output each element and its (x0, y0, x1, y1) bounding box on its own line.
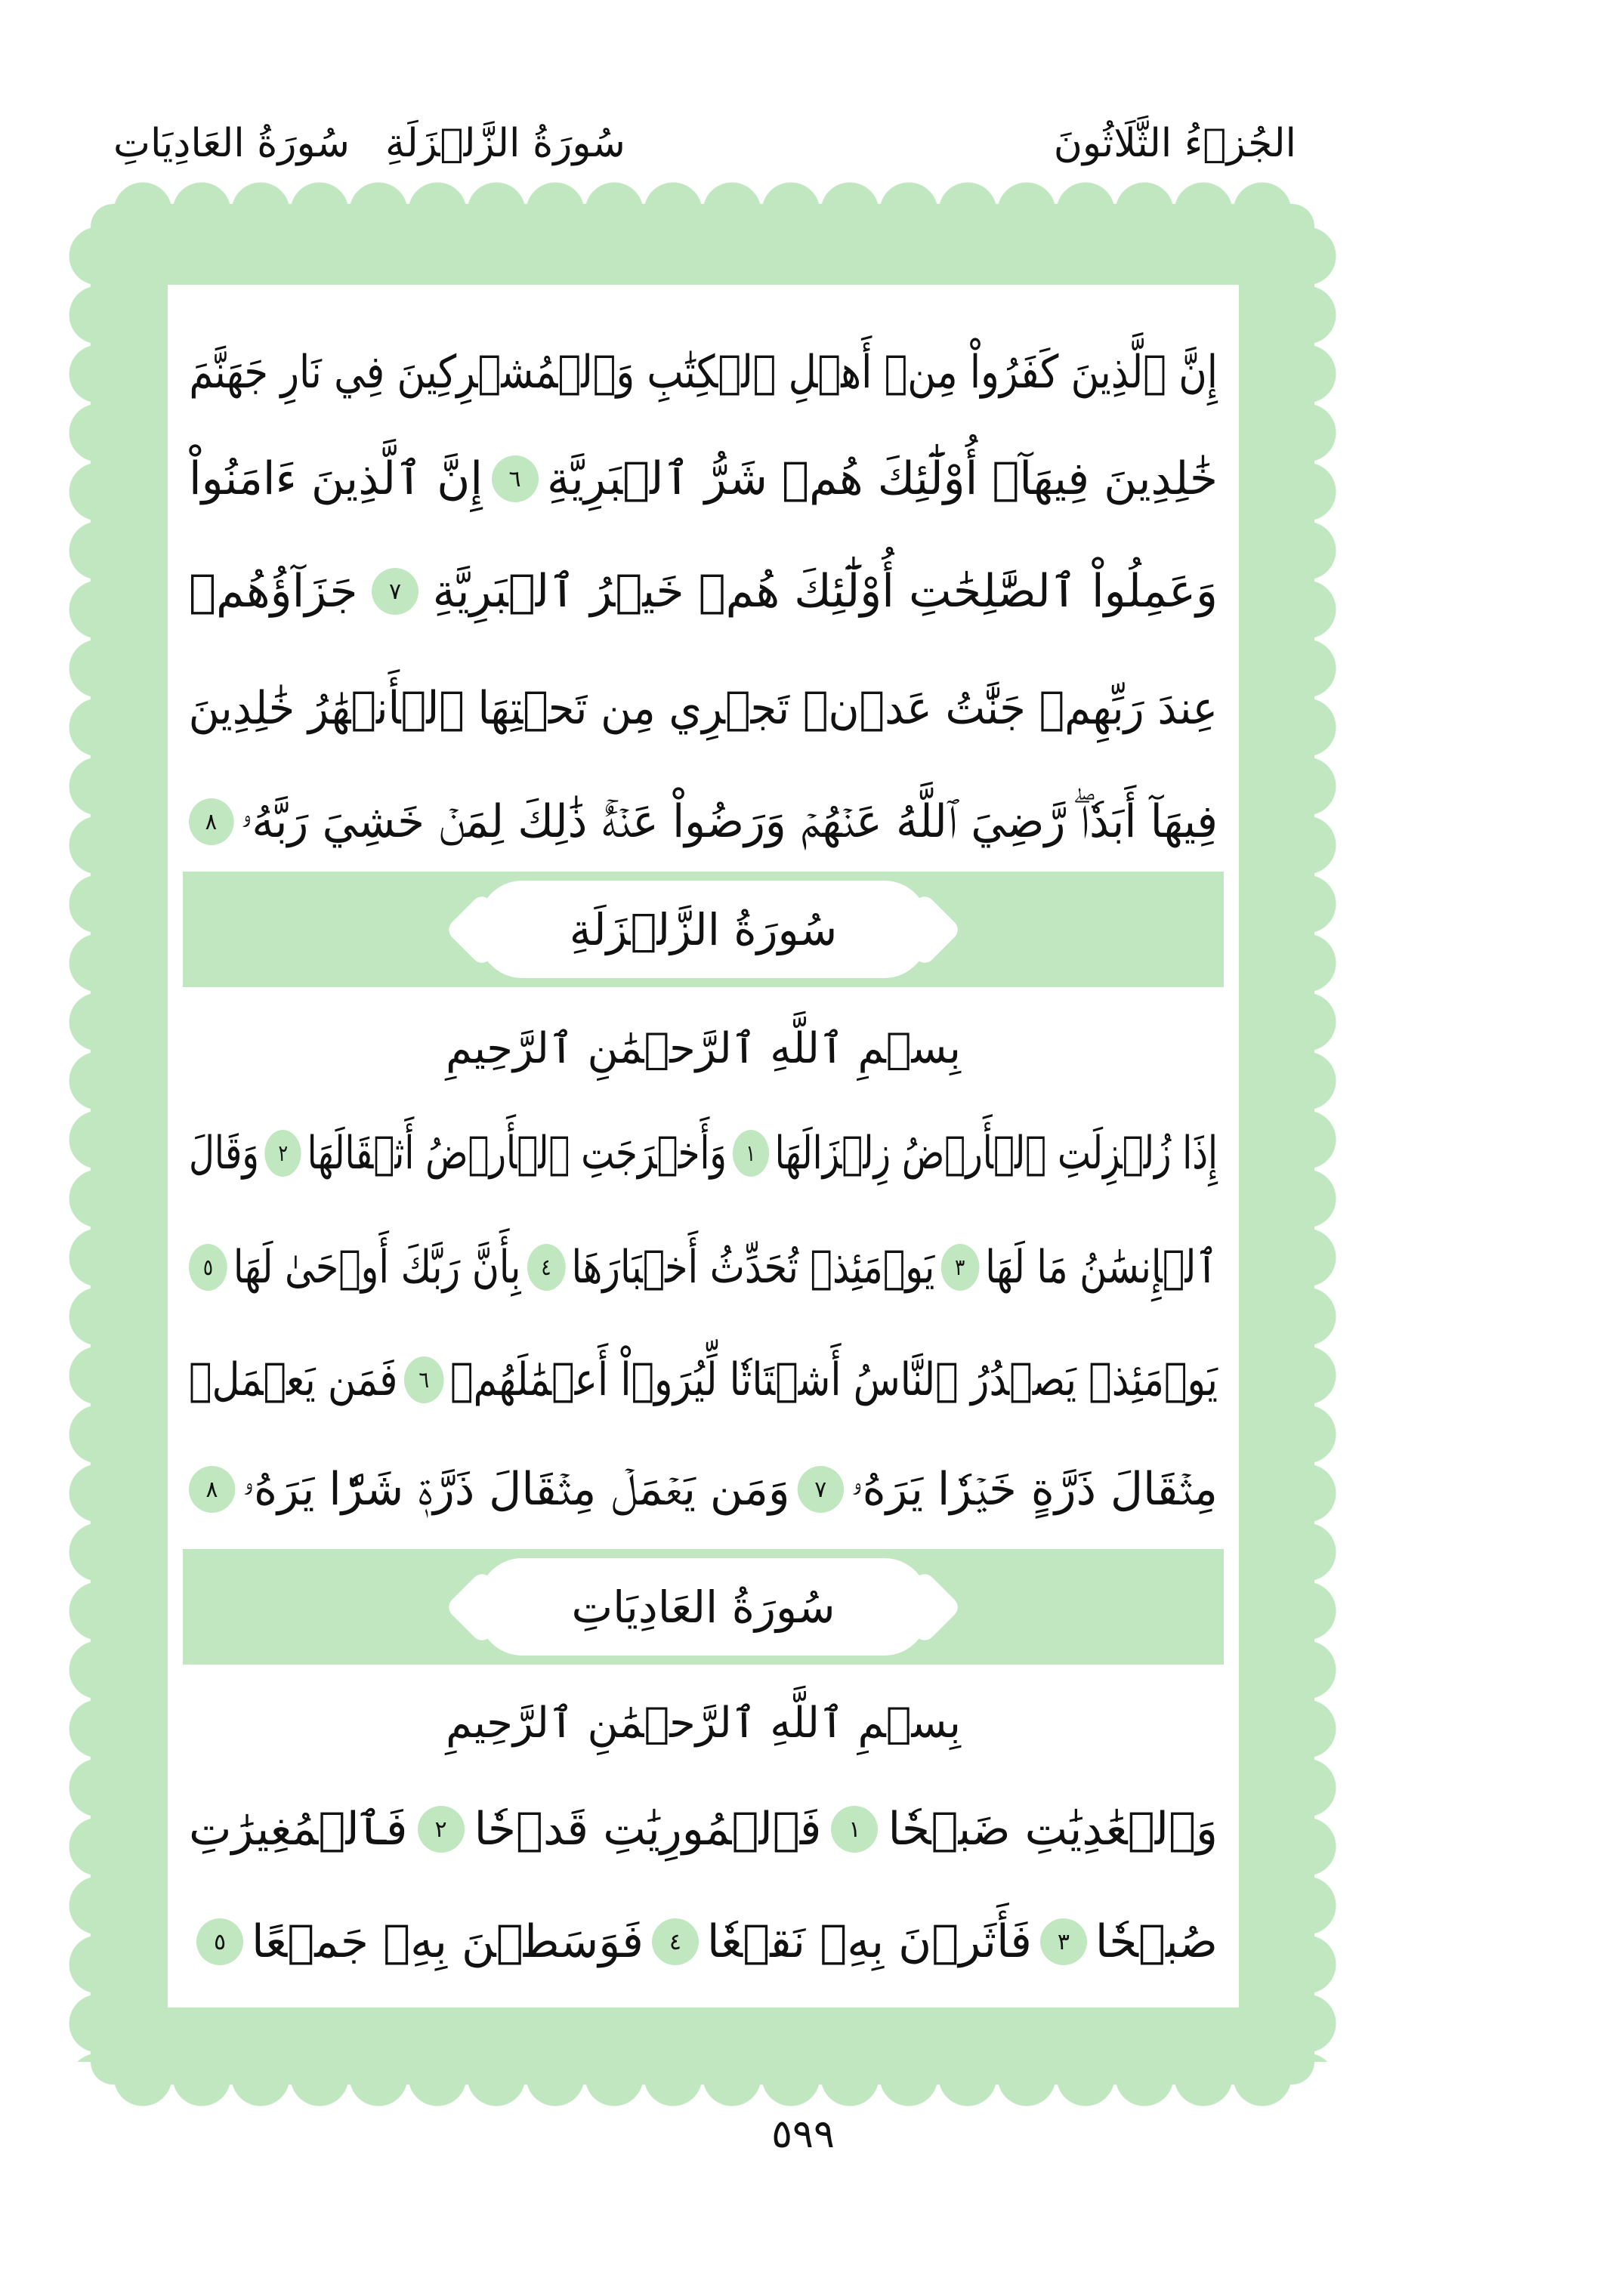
verse-text: يَوۡمَئِذٖ يَصۡدُرُ ٱلنَّاسُ أَشۡتَاتٗا لِّيُرَوۡاْ أَعۡمَٰلَهُمۡ (449, 1353, 1218, 1406)
ayah-number-marker: ٤ (527, 1244, 566, 1291)
text-line (189, 1780, 1218, 1878)
verse-text: فَٱلۡمُغِيرَٰتِ (189, 1803, 408, 1856)
ayah-number-marker: ١ (831, 1806, 878, 1853)
surah-title: سُورَةُ العَادِيَاتِ (571, 1581, 835, 1633)
verse-text: صُبۡحٗا (1095, 1915, 1218, 1968)
verse-text: فَأَثَرۡنَ بِهِۦ نَقۡعٗا (706, 1915, 1032, 1968)
verse-text: مِثۡقَالَ ذَرَّةٍ خَيۡرٗا يَرَهُۥ (851, 1463, 1218, 1516)
ayah-number-marker: ٨ (189, 798, 234, 845)
verse-text: عِندَ رَبِّهِمۡ جَنَّٰتُ عَدۡنٖ تَجۡرِي مِن تَحۡتِهَا ٱلۡأَنۡهَٰرُ خَٰلِدِينَ (188, 682, 1218, 735)
text-line (189, 1104, 1218, 1202)
surah-title-plate (477, 1558, 930, 1656)
ayah-number-marker: ٦ (492, 455, 539, 502)
surah-banner (183, 872, 1224, 987)
verse-text: إِذَا زُلۡزِلَتِ ٱلۡأَرۡضُ زِلۡزَالَهَا (774, 1127, 1218, 1180)
text-line (189, 773, 1218, 871)
verse-text: إِنَّ ٱلَّذِينَ كَفَرُواْ مِنۡ أَهۡلِ ٱلۡكِتَٰبِ وَٱلۡمُشۡرِكِينَ فِي نَارِ جَهَنَّمَ (189, 346, 1218, 399)
page-number: ٥٩٩ (771, 2112, 835, 2157)
ayah-number-marker: ٥ (189, 1244, 227, 1291)
verse-text: فَوَسَطۡنَ بِهِۦ جَمۡعًا (252, 1915, 644, 1968)
frame-scallop-right (1307, 227, 1337, 2062)
text-line (189, 323, 1218, 421)
text-line (189, 1218, 1218, 1316)
verse-text: وَعَمِلُواْ ٱلصَّٰلِحَٰتِ أُوْلَٰٓئِكَ هُمۡ خَيۡرُ ٱلۡبَرِيَّةِ (432, 565, 1218, 618)
surah-banner (183, 1549, 1224, 1665)
ayah-number-marker: ٧ (798, 1466, 844, 1513)
verse-text: وَأَخۡرَجَتِ ٱلۡأَرۡضُ أَثۡقَالَهَا (307, 1127, 727, 1180)
ayah-number-marker: ٨ (189, 1466, 235, 1513)
ayah-number-marker: ٣ (940, 1244, 979, 1291)
verse-text: وَقَالَ (188, 1127, 259, 1180)
juz-title: الجُزۡءُ الثَّلَاثُونَ (1053, 121, 1296, 166)
ayah-number-marker: ٢ (265, 1130, 301, 1177)
text-line (189, 659, 1218, 758)
verse-text: فَمَن يَعۡمَلۡ (189, 1353, 398, 1406)
text-line (189, 542, 1218, 640)
verse-text: فَٱلۡمُورِيَٰتِ قَدۡحٗا (474, 1803, 822, 1856)
basmala: بِسۡمِ ٱللَّهِ ٱلرَّحۡمَٰنِ ٱلرَّحِيمِ (446, 1698, 961, 1748)
frame-scallop-bottom (113, 2077, 1292, 2107)
ayah-number-marker: ٤ (652, 1918, 699, 1965)
text-line (189, 1893, 1218, 1991)
basmala: بِسۡمِ ٱللَّهِ ٱلرَّحۡمَٰنِ ٱلرَّحِيمِ (446, 1023, 961, 1073)
verse-text: ٱلۡإِنسَٰنُ مَا لَهَا (985, 1241, 1218, 1294)
text-line (189, 1440, 1218, 1538)
header-surah-adiyat: سُورَةُ العَادِيَاتِ (113, 121, 350, 166)
frame-scallop-top (113, 181, 1292, 211)
ayah-number-marker: ١ (733, 1130, 769, 1177)
verse-text: جَزَآؤُهُمۡ (189, 565, 358, 618)
ayah-number-marker: ٣ (1040, 1918, 1087, 1965)
text-line (189, 430, 1218, 528)
verse-text: خَٰلِدِينَ فِيهَآۚ أُوْلَٰٓئِكَ هُمۡ شَرُّ ٱلۡبَرِيَّةِ (547, 452, 1218, 505)
verse-text: وَمَن يَعۡمَلۡ مِثۡقَالَ ذَرَّةٖ شَرّٗا يَرَهُۥ (242, 1463, 790, 1516)
surah-title: سُورَةُ الزَّلۡزَلَةِ (569, 903, 838, 955)
ayah-number-marker: ٧ (372, 568, 418, 615)
verse-text: يَوۡمَئِذٖ تُحَدِّثُ أَخۡبَارَهَا (571, 1241, 935, 1294)
ayah-number-marker: ٦ (404, 1356, 444, 1403)
verse-text: بِأَنَّ رَبَّكَ أَوۡحَىٰ لَهَا (233, 1241, 521, 1294)
verse-text: إِنَّ ٱلَّذِينَ ءَامَنُواْ (189, 452, 483, 505)
verse-text: وَٱلۡعَٰدِيَٰتِ ضَبۡحٗا (888, 1803, 1218, 1856)
frame-scallop-left (68, 227, 98, 2062)
text-line (189, 1331, 1218, 1429)
ayah-number-marker: ٥ (196, 1918, 243, 1965)
header-surah-zalzalah: سُورَةُ الزَّلۡزَلَةِ (385, 121, 625, 166)
surah-title-plate (477, 881, 930, 978)
ayah-number-marker: ٢ (418, 1806, 465, 1853)
verse-text: فِيهَآ أَبَدٗاۖ رَّضِيَ ٱللَّهُ عَنۡهُمۡ وَرَضُواْ عَنۡهُۚ ذَٰلِكَ لِمَنۡ خَشِيَ رَبَّهُۥ (240, 795, 1218, 848)
